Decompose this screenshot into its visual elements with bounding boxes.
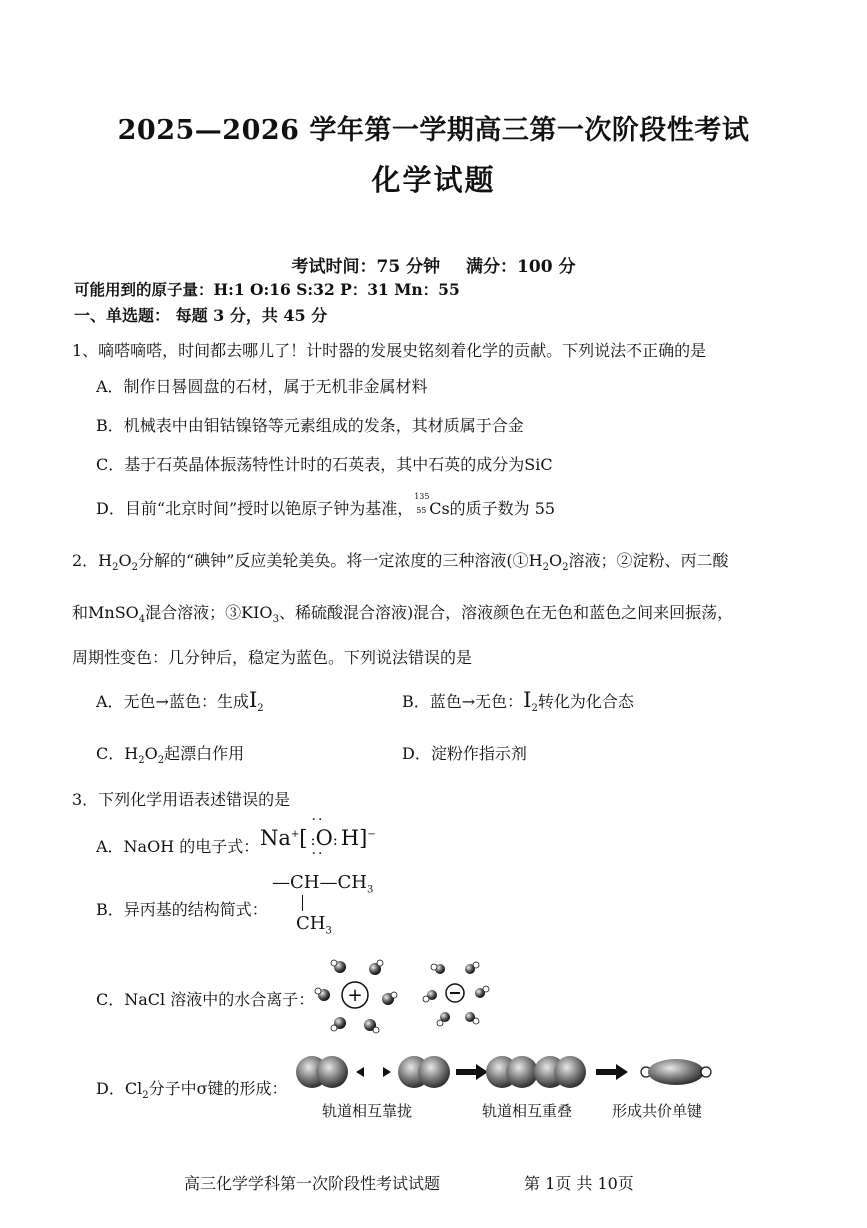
q2-option-c [96, 741, 244, 766]
q2-text: 溶液；②淀粉、丙二酸 [568, 551, 729, 570]
svg-text:+: + [347, 985, 363, 1006]
isopropyl-chain: —CH—CH [272, 872, 367, 893]
q2-option-a-text: A．无色→蓝色：生成 [96, 692, 249, 711]
cs-nuclide [413, 492, 430, 516]
subscript: 3 [325, 925, 332, 937]
isopropyl-top [272, 872, 373, 896]
subscript: 2 [542, 562, 549, 574]
subscript: 2 [157, 755, 165, 767]
q2-text: O [548, 551, 563, 570]
subscript: 3 [366, 884, 374, 896]
cs-symbol: Cs [429, 499, 450, 518]
subscript: 2 [531, 703, 538, 715]
q2-text: 起漂白作用 [164, 744, 245, 763]
q2-text: O [144, 744, 158, 763]
subscript: 2 [138, 755, 145, 767]
q3-option-d-label [96, 1076, 288, 1101]
naoh-electron-formula: Na+[ ·· :O: ·· H]− [260, 812, 376, 862]
q3-stem: 3．下列化学用语表述错误的是 [72, 790, 291, 809]
full-score: 满分：100 分 [466, 257, 576, 277]
subscript: 2 [562, 562, 569, 574]
methyl-group: CH [296, 913, 326, 934]
minus-charge: − [367, 829, 376, 840]
q2-text: 混合溶液；③KIO [145, 603, 273, 622]
page-number: 第 1页 共 10页 [524, 1174, 634, 1193]
subscript: 3 [272, 614, 279, 626]
arrow-icon [456, 1064, 488, 1080]
q2-text: 分解的“碘钟”反应美轮美奂。将一定浓度的三种溶液(①H [138, 551, 543, 570]
exam-title: 2025—2026 学年第一学期高三第一次阶段性考试 [117, 115, 750, 146]
q3-option-a-label: A．NaOH 的电子式： [96, 837, 260, 856]
q3-option-b-label: B．异丙基的结构简式： [96, 900, 268, 919]
exam-time: 考试时间：75 分钟 [291, 257, 441, 277]
na-symbol: Na [260, 826, 291, 850]
q3-option-c-label: C．NaCl 溶液中的水合离子： [96, 990, 315, 1009]
q2-text: O [118, 551, 132, 570]
q2-stem-line1 [72, 548, 728, 573]
plus-charge: + [290, 829, 300, 840]
q2-text: C．H [96, 744, 139, 763]
subscript: 2 [142, 1090, 149, 1102]
hydrogen-symbol: H [340, 826, 360, 850]
isopropyl-bottom [296, 913, 332, 937]
q1-option-a: A．制作日晷圆盘的石材，属于无机非金属材料 [96, 377, 428, 396]
subscript: 2 [112, 562, 119, 574]
section-heading: 一、单选题： 每题 3 分，共 45 分 [74, 306, 328, 325]
subject-title: 化学试题 [371, 163, 496, 197]
atomic-number: 55 [416, 506, 427, 515]
mass-number: 135 [414, 492, 430, 501]
q1-option-d-text: D．目前“北京时间”授时以铯原子钟为基准， [96, 499, 414, 518]
sodium-hydrated-ion [315, 960, 397, 1033]
iodine-symbol: I [248, 688, 258, 712]
footer-exam-name: 高三化学学科第一次阶段性考试试题 [184, 1174, 441, 1193]
orbitals-overlapping [486, 1056, 586, 1088]
q2-option-d: D．淀粉作指示剂 [402, 744, 527, 763]
atomic-masses: 可能用到的原子量：H:1 O:16 S:32 P：31 Mn：55 [74, 280, 460, 299]
cl2-label: D．Cl [96, 1079, 143, 1098]
step-approach-label: 轨道相互靠拢 [322, 1102, 413, 1120]
q2-text: 2．H [72, 551, 113, 570]
covalent-bond [641, 1059, 711, 1085]
q2-text: 、稀硫酸混合溶液)混合，溶液颜色在无色和蓝色之间来回振荡， [278, 603, 734, 622]
q2-option-b-text: B．蓝色→无色： [402, 692, 524, 711]
q1-stem: 1、嘀嗒嘀嗒，时间都去哪儿了！计时器的发展史铭刻着化学的贡献。下列说法不正确的是 [72, 341, 707, 360]
iodine-symbol: I [523, 688, 532, 712]
q2-option-b [402, 688, 634, 714]
sigma-bond-formation-diagram [296, 1052, 716, 1097]
hydrated-ions-diagram [310, 955, 500, 1035]
q2-stem-line2 [72, 600, 733, 625]
oxygen-with-dots: ·· :O: ·· [310, 812, 338, 862]
sigma-bond-label: 分子中σ键的形成： [148, 1079, 288, 1098]
q1-option-d [96, 492, 556, 519]
subscript: 2 [131, 562, 139, 574]
q2-option-b-end: 转化为化合态 [537, 692, 634, 711]
orbitals-approaching [296, 1056, 450, 1088]
step-bond-label: 形成共价单键 [612, 1102, 703, 1120]
isopropyl-bond [302, 895, 303, 911]
q1-option-c: C．基于石英晶体振荡特性计时的石英表，其中石英的成分为SiC [96, 455, 553, 474]
step-overlap-label: 轨道相互重叠 [482, 1102, 573, 1120]
q2-stem-line3: 周期性变色：几分钟后，稳定为蓝色。下列说法错误的是 [72, 648, 473, 667]
subscript: 4 [138, 614, 146, 626]
q2-option-a [96, 688, 264, 714]
arrow-icon [596, 1064, 628, 1080]
chloride-hydrated-ion [423, 962, 489, 1026]
q1-option-d-end: 的质子数为 55 [449, 499, 556, 518]
oxygen-symbol: O [315, 826, 333, 850]
exam-meta [0, 252, 867, 277]
q2-text: 和MnSO [72, 603, 139, 622]
subscript: 2 [257, 703, 264, 715]
q1-option-b: B．机械表中由钼钴镍铬等元素组成的发条，其材质属于合金 [96, 416, 524, 435]
